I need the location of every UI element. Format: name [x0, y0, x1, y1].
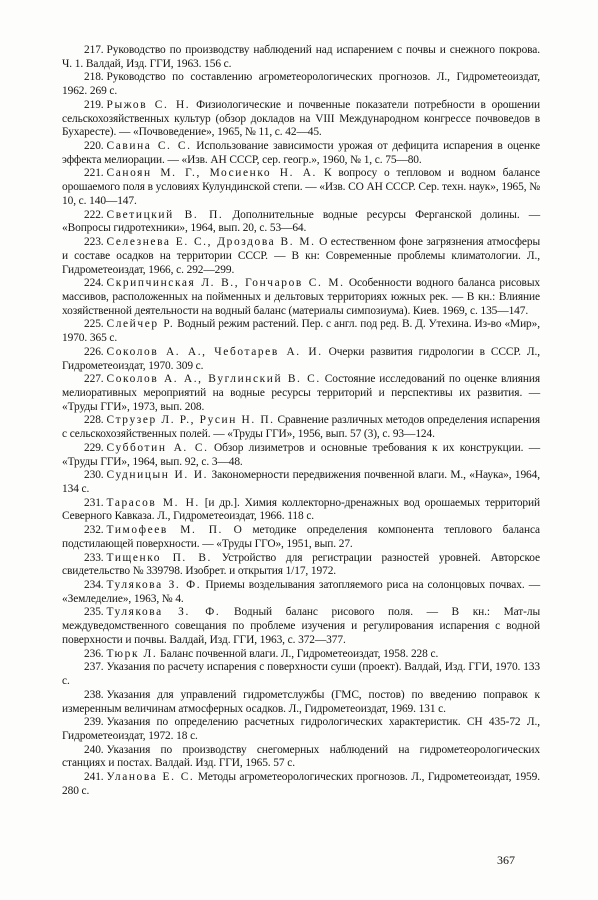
reference-text: Сравнение различных методов определения испарения с сельскохозяйственных полей. — «Труды ГГИ», 1956, вып. 57 (3), с. 93—124. — [62, 414, 541, 441]
reference-text: Водный баланс рисового поля. — В кн.: Мат-лы междуведомственного совещания по проблеме изучения и регулирования испарения с водной поверхности и почвы. Валдай, Изд. ГГИ, 1963, с. 372—377. — [62, 606, 540, 646]
reference-text: Указания для управлений гидрометслужбы (ГМС, постов) по введению поправок к измеренным величинам атмосферных осадков. Л., Гидрометеоиздат, 1969. 131 с. — [62, 688, 540, 715]
reference-text: Указания по определению расчетных гидрологических характеристик. СН 435-72 Л., Гидрометеоиздат, 1972. 18 с. — [62, 716, 540, 742]
reference-author: Судницын И. И. — [106, 469, 209, 482]
reference-text: Приемы возделывания затопляемого риса на солонцовых почвах. — «Земледелие», 1963, № 4. — [62, 579, 540, 605]
reference-number: 224. — [84, 277, 104, 290]
reference-text: К вопросу о тепловом и водном балансе орошаемого поля в условиях Кулундинской степи. — «Изв. СО АН СССР. Сер. техн. наук», 1965, № 10, с. 140—147. — [62, 167, 541, 207]
reference-entry — [62, 71, 540, 98]
reference-entry — [62, 648, 540, 662]
reference-entry — [62, 606, 540, 647]
reference-text: Указания по расчету испарения с поверхности суши (проект). Валдай, Изд. ГГИ, 1970. 133 с. — [62, 661, 540, 688]
reference-number: 232. — [84, 524, 104, 537]
reference-author: Саноян М. Г., Мосиенко Н. А. — [106, 167, 317, 180]
reference-author: Тищенко П. В. — [106, 551, 212, 564]
reference-text: Водный режим растений. Пер. с англ. под ред. В. Д. Утехина. Из-во «Мир», 1970. 365 с. — [62, 318, 540, 345]
reference-number: 238. — [84, 688, 104, 701]
reference-text: Устройство для регистрации разностей уровней. Авторское свидетельство № 339798. Изобрет. и открытия 1/17, 1972. — [62, 551, 540, 578]
reference-author: Тимофеев М. П. — [106, 524, 224, 537]
reference-entry — [62, 236, 540, 277]
reference-entry — [62, 497, 540, 524]
reference-number: 227. — [84, 373, 104, 386]
reference-entry — [62, 579, 540, 606]
reference-entry — [62, 318, 540, 345]
reference-entry — [62, 209, 540, 236]
reference-number: 235. — [84, 606, 104, 619]
reference-entry — [62, 414, 540, 441]
reference-number: 239. — [84, 716, 104, 729]
reference-entry — [62, 277, 540, 318]
reference-author: Скрипчинская Л. В., Гончаров С. М. — [106, 277, 345, 290]
reference-text: Указания по производству снегомерных наблюдений на гидрометеорологических станциях и постах. Валдай. Изд. ГГИ, 1965. 57 с. — [62, 743, 540, 770]
reference-entry — [62, 744, 540, 771]
reference-number: 230. — [84, 469, 104, 482]
reference-author: Струзер Л. Р., Русин Н. П. — [106, 414, 275, 427]
reference-author: Селезнева Е. С., Дроздова В. М. — [106, 236, 316, 249]
reference-entry — [62, 442, 540, 469]
reference-author: Тулякова З. Ф. — [106, 606, 221, 619]
reference-entry — [62, 689, 540, 716]
reference-number: 219. — [84, 98, 104, 111]
reference-text: Руководство по производству наблюдений над испарением с почвы и снежного покрова. Ч. 1. Валдай, Изд. ГГИ, 1963. 156 с. — [62, 44, 540, 70]
page-number: 367 — [497, 853, 515, 867]
reference-text: Дополнительные водные ресурсы Ферганской долины. — «Вопросы гидротехники», 1964, вып. 20, с. 53—64. — [62, 208, 540, 235]
reference-number: 217. — [84, 44, 104, 56]
reference-number: 220. — [84, 140, 104, 153]
reference-entry — [62, 140, 540, 167]
reference-number: 241. — [84, 771, 104, 784]
reference-author: Тарасов М. Н. — [106, 496, 200, 509]
reference-text: Обзор лизиметров и основные требования к их конструкции. — «Труды ГГИ», 1964, вып. 92, с. 3—48. — [62, 441, 541, 468]
reference-author: Светицкий В. П. — [106, 208, 224, 221]
reference-number: 234. — [84, 579, 104, 592]
reference-author: Соколов А. А., Чеботарев А. И. — [106, 345, 323, 358]
reference-text: Очерки развития гидрологии в СССР. Л., Гидрометеоиздат, 1970. 309 с. — [62, 345, 540, 372]
reference-number: 231. — [84, 496, 104, 509]
reference-author: Соколов А. А., Вуглинский В. С. — [106, 373, 321, 386]
reference-entry — [62, 524, 540, 551]
reference-text: Состояние исследований по оценке влияния мелиоративных мероприятий на водные ресурсы территорий и перспективы их развития. — «Труды ГГИ», 1973, вып. 208. — [62, 373, 540, 413]
reference-number: 236. — [84, 647, 104, 660]
reference-text: [и др.]. Химия коллекторно-дренажных вод орошаемых территорий Северного Кавказа. Л., Гидрометеоиздат, 1966. 118 с. — [62, 496, 541, 523]
reference-number: 223. — [84, 236, 104, 249]
reference-entry — [62, 716, 540, 743]
reference-number: 218. — [84, 71, 104, 84]
reference-number: 240. — [84, 743, 104, 756]
reference-author: Уланова Е. С. — [106, 771, 195, 784]
reference-text: Закономерности передвижения почвенной влаги. М., «Наука», 1964, 134 с. — [62, 469, 540, 495]
reference-entry — [62, 44, 540, 71]
reference-author: Тулякова З. Ф. — [106, 579, 202, 592]
reference-text: Особенности водного баланса рисовых массивов, расположенных на пойменных и дельтовых территориях южных рек. — В кн.: Влияние хозяйственной деятельности на водный баланс (материалы симпозиума). Киев. 1969, с. 135—147. — [62, 277, 540, 317]
reference-number: 233. — [84, 551, 104, 564]
reference-entry — [62, 469, 540, 496]
reference-entry — [62, 346, 540, 373]
reference-number: 225. — [84, 318, 104, 331]
reference-number: 229. — [84, 441, 104, 454]
reference-author: Рыжов С. Н. — [106, 98, 191, 111]
reference-entry — [62, 552, 540, 579]
reference-author: Савина С. С. — [106, 140, 192, 153]
reference-author: Тюрк Л. — [106, 647, 158, 660]
reference-number: 221. — [84, 167, 104, 180]
reference-number: 222. — [84, 208, 104, 221]
reference-text: Руководство по составлению агрометеорологических прогнозов. Л., Гидрометеоиздат, 1962. 269 с. — [62, 71, 540, 98]
reference-number: 226. — [84, 345, 104, 358]
reference-entry — [62, 771, 540, 798]
reference-text: Баланс почвенной влаги. Л., Гидрометеоиздат, 1958. 228 с. — [160, 647, 439, 660]
reference-text: Физиологические и почвенные показатели потребности в орошении сельскохозяйственных культур (обзор докладов на VIII Международном конгрессе почвоведов в Бухаресте). — «Почвоведение», 1965, № 11, с. 42—45. — [62, 98, 541, 139]
reference-entry — [62, 167, 540, 208]
reference-text: О естественном фоне загрязнения атмосферы и составе осадков на территории СССР. — В кн: Современные проблемы климатологии. Л., Гидрометеоиздат, 1966, с. 292—299. — [62, 236, 540, 276]
reference-entry — [62, 373, 540, 414]
reference-author: Субботин А. С. — [106, 441, 209, 454]
reference-text: Методы агрометеорологических прогнозов. Л., Гидрометеоиздат, 1959. 280 с. — [62, 771, 540, 797]
reference-author: Слейчер Р. — [106, 318, 175, 331]
reference-text: Использование зависимости урожая от дефицита испарения в оценке эффекта мелиорации. — «Изв. АН СССР, сер. геогр.», 1960, № 1, с. 75—80. — [62, 140, 540, 166]
reference-entry — [62, 661, 540, 688]
reference-text: О методике определения компонента теплового баланса подстилающей поверхности. — «Труды ГГО», 1951, вып. 27. — [62, 524, 540, 550]
reference-list — [62, 44, 540, 799]
reference-number: 237. — [84, 661, 104, 674]
reference-entry — [62, 99, 540, 140]
reference-number: 228. — [84, 414, 104, 427]
